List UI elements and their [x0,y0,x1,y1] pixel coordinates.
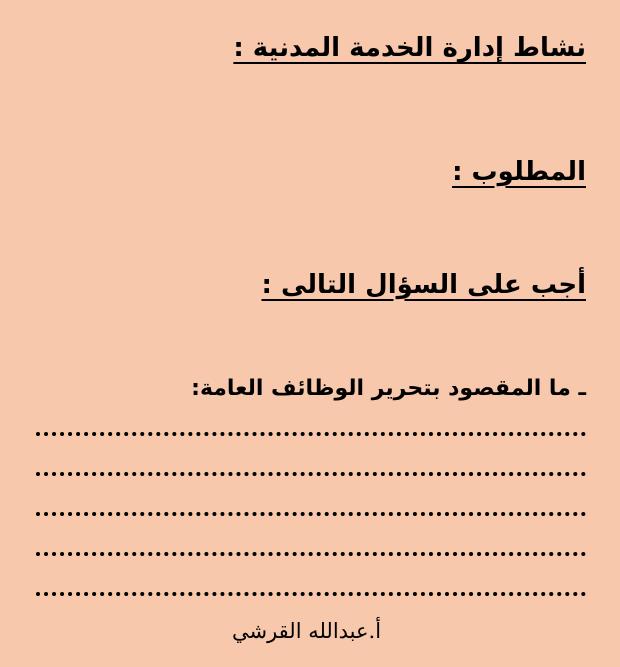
teacher-signature: أ.عبدالله القرشي [232,619,382,643]
answer-line [36,572,586,612]
answer-lines [36,412,586,612]
answer-line [36,452,586,492]
question-text: ـ ما المقصود بتحرير الوظائف العامة: [191,376,586,401]
required-heading: المطلوب : [452,156,586,187]
instruction-heading: أجب على السؤال التالى : [261,269,586,300]
activity-title: نشاط إدارة الخدمة المدنية : [233,33,586,64]
answer-line [36,532,586,572]
answer-line [36,492,586,532]
answer-line [36,412,586,452]
